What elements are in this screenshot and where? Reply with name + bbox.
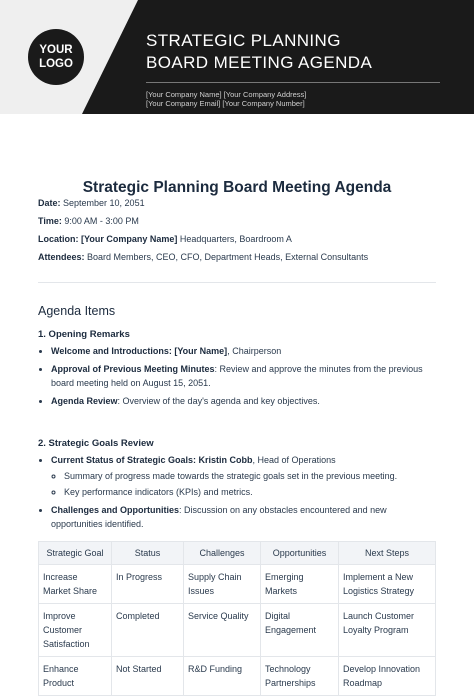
company-info-line2: [Your Company Email] [Your Company Number] xyxy=(146,99,305,108)
list-item-label: Current Status of Strategic Goals: Kristin Cobb xyxy=(51,455,253,465)
section-divider xyxy=(38,282,436,283)
meeting-details xyxy=(38,197,436,263)
column-header: Opportunities xyxy=(261,542,339,565)
list-item xyxy=(51,344,436,358)
table-row xyxy=(39,604,436,657)
opening-remarks-list xyxy=(38,344,436,408)
meeting-date-value: September 10, 2051 xyxy=(60,198,145,208)
spacer xyxy=(38,412,436,428)
section-opening-remarks-title: 1. Opening Remarks xyxy=(38,329,130,340)
logo-text-line2: LOGO xyxy=(39,58,73,70)
company-logo xyxy=(28,29,84,85)
table-cell: Enhance Product xyxy=(39,657,112,696)
meeting-location-value: Headquarters, Boardroom A xyxy=(177,234,292,244)
header-company-info xyxy=(146,90,306,108)
document-body xyxy=(38,114,436,696)
table-cell: R&D Funding xyxy=(184,657,261,696)
list-item-label: Welcome and Introductions: [Your Name] xyxy=(51,346,228,356)
table-cell: Completed xyxy=(112,604,184,657)
list-item xyxy=(51,394,436,408)
column-header: Status xyxy=(112,542,184,565)
sub-list-item: ◦ Key performance indicators (KPIs) and metrics. xyxy=(64,485,436,499)
list-item-text: : Overview of the day's agenda and key objectives. xyxy=(117,396,320,406)
company-info-line1: [Your Company Name] [Your Company Address] xyxy=(146,90,307,99)
table-cell: Digital Engagement xyxy=(261,604,339,657)
list-item-label: Challenges and Opportunities xyxy=(51,505,180,515)
meeting-location-label: Location: xyxy=(38,234,79,244)
table-cell: Launch Customer Loyalty Program xyxy=(339,604,436,657)
section-strategic-goals-title: 2. Strategic Goals Review xyxy=(38,438,154,449)
document-title: Strategic Planning Board Meeting Agenda xyxy=(82,179,392,196)
goals-status-sublist xyxy=(51,469,436,499)
list-item xyxy=(51,362,436,390)
meeting-attendees-label: Attendees: xyxy=(38,252,85,262)
table-cell: Service Quality xyxy=(184,604,261,657)
table-cell: Technology Partnerships xyxy=(261,657,339,696)
meeting-location xyxy=(38,233,436,245)
logo-text-line1: YOUR xyxy=(39,44,73,56)
meeting-location-company: [Your Company Name] xyxy=(78,234,178,244)
table-cell: Improve Customer Satisfaction xyxy=(39,604,112,657)
list-item-text: , Head of Operations xyxy=(252,455,336,465)
list-item-label: Approval of Previous Meeting Minutes xyxy=(51,364,215,374)
header-title-line2: BOARD MEETING AGENDA xyxy=(146,53,373,72)
column-header: Challenges xyxy=(184,542,261,565)
list-item-text: , Chairperson xyxy=(227,346,282,356)
table-header-row xyxy=(39,542,436,565)
list-item-label: Agenda Review xyxy=(51,396,118,406)
meeting-date-label: Date: xyxy=(38,198,61,208)
header-banner xyxy=(0,0,474,114)
table-cell: Develop Innovation Roadmap xyxy=(339,657,436,696)
meeting-attendees-value: Board Members, CEO, CFO, Department Heads, External Consultants xyxy=(84,252,369,262)
table-cell: Emerging Markets xyxy=(261,565,339,604)
table-cell: Supply Chain Issues xyxy=(184,565,261,604)
list-item-text: : Discussion on any obstacles encountered and new opportunities identified. xyxy=(51,505,387,529)
strategic-goals-list xyxy=(38,453,436,531)
table-cell: Implement a New Logistics Strategy xyxy=(339,565,436,604)
table-cell: Not Started xyxy=(112,657,184,696)
agenda-heading: Agenda Items xyxy=(38,304,116,318)
list-item-text: : Review and approve the minutes from the previous board meeting held on August 15, 2051. xyxy=(51,364,423,388)
header-title xyxy=(146,30,372,74)
meeting-attendees xyxy=(38,251,436,263)
table-cell: Increase Market Share xyxy=(39,565,112,604)
sub-list-item: ◦ Summary of progress made towards the strategic goals set in the previous meeting. xyxy=(64,469,436,483)
list-item xyxy=(51,453,436,499)
meeting-time-label: Time: xyxy=(38,216,62,226)
meeting-time-value: 9:00 AM - 3:00 PM xyxy=(61,216,139,226)
meeting-time xyxy=(38,215,436,227)
header-divider xyxy=(146,82,440,83)
column-header: Next Steps xyxy=(339,542,436,565)
table-row xyxy=(39,565,436,604)
table-cell: In Progress xyxy=(112,565,184,604)
header-title-line1: STRATEGIC PLANNING xyxy=(146,31,341,50)
table-row xyxy=(39,657,436,696)
strategic-goals-table xyxy=(38,541,436,696)
list-item xyxy=(51,503,436,531)
column-header: Strategic Goal xyxy=(39,542,112,565)
meeting-date xyxy=(38,197,436,209)
